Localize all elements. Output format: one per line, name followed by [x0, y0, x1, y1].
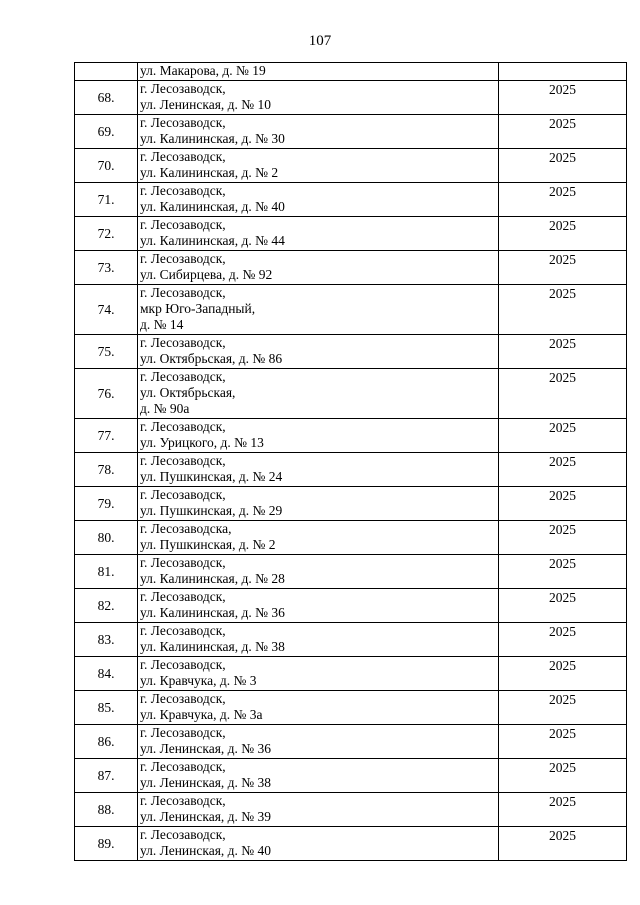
- year-cell: 2025: [499, 759, 627, 793]
- table-row: [75, 725, 627, 759]
- address-line: ул. Ленинская, д. № 10: [140, 97, 272, 112]
- table-row: [75, 251, 627, 285]
- address-line: г. Лесозаводск,: [140, 589, 226, 604]
- address-line: г. Лесозаводск,: [140, 793, 226, 808]
- address-line: г. Лесозаводск,: [140, 81, 226, 96]
- year-cell: 2025: [499, 251, 627, 285]
- year-cell: 2025: [499, 453, 627, 487]
- table-row: [75, 81, 627, 115]
- address-cell: [138, 149, 499, 183]
- address-line: ул. Пушкинская, д. № 29: [140, 503, 283, 518]
- address-cell: [138, 827, 499, 861]
- year-cell: 2025: [499, 793, 627, 827]
- address-line: г. Лесозаводск,: [140, 419, 226, 434]
- table-row: [75, 623, 627, 657]
- row-number-cell: 79.: [75, 487, 138, 521]
- table-row: [75, 369, 627, 419]
- year-cell: 2025: [499, 81, 627, 115]
- address-line: ул. Кравчука, д. № 3: [140, 673, 257, 688]
- row-number-cell: 68.: [75, 81, 138, 115]
- row-number-cell: 84.: [75, 657, 138, 691]
- address-line: г. Лесозаводск,: [140, 217, 226, 232]
- address-cell: [138, 555, 499, 589]
- table-row: [75, 555, 627, 589]
- row-number-cell: 87.: [75, 759, 138, 793]
- table-row: [75, 419, 627, 453]
- address-cell: [138, 521, 499, 555]
- table-row: [75, 691, 627, 725]
- address-cell: [138, 335, 499, 369]
- address-line: г. Лесозаводск,: [140, 183, 226, 198]
- address-line: г. Лесозаводска,: [140, 521, 232, 536]
- address-cell: [138, 115, 499, 149]
- row-number-cell: 74.: [75, 285, 138, 335]
- address-line: д. № 90а: [140, 401, 190, 416]
- address-line: ул. Пушкинская, д. № 24: [140, 469, 283, 484]
- table-row: [75, 149, 627, 183]
- address-cell: [138, 487, 499, 521]
- address-line: г. Лесозаводск,: [140, 369, 226, 384]
- address-cell: [138, 793, 499, 827]
- row-number-cell: 71.: [75, 183, 138, 217]
- address-cell: [138, 453, 499, 487]
- address-line: г. Лесозаводск,: [140, 827, 226, 842]
- address-line: г. Лесозаводск,: [140, 691, 226, 706]
- row-number-cell: 73.: [75, 251, 138, 285]
- row-number-cell: 78.: [75, 453, 138, 487]
- row-number-cell: 69.: [75, 115, 138, 149]
- row-number-cell: 83.: [75, 623, 138, 657]
- table-row: [75, 217, 627, 251]
- address-line: ул. Кравчука, д. № 3а: [140, 707, 263, 722]
- row-number-cell: 89.: [75, 827, 138, 861]
- year-cell: [499, 63, 627, 81]
- address-line: ул. Ленинская, д. № 38: [140, 775, 272, 790]
- address-line: г. Лесозаводск,: [140, 759, 226, 774]
- year-cell: 2025: [499, 335, 627, 369]
- year-cell: 2025: [499, 827, 627, 861]
- year-cell: 2025: [499, 487, 627, 521]
- address-line: ул. Октябрьская,: [140, 385, 236, 400]
- year-cell: 2025: [499, 521, 627, 555]
- year-cell: 2025: [499, 149, 627, 183]
- year-cell: 2025: [499, 623, 627, 657]
- address-line: г. Лесозаводск,: [140, 251, 226, 266]
- address-cell: [138, 691, 499, 725]
- table-row: [75, 657, 627, 691]
- table-row: [75, 589, 627, 623]
- address-cell: [138, 725, 499, 759]
- year-cell: 2025: [499, 369, 627, 419]
- address-line: г. Лесозаводск,: [140, 453, 226, 468]
- address-line: ул. Ленинская, д. № 36: [140, 741, 272, 756]
- address-cell: [138, 369, 499, 419]
- year-cell: 2025: [499, 183, 627, 217]
- row-number-cell: 82.: [75, 589, 138, 623]
- row-number-cell: 88.: [75, 793, 138, 827]
- address-cell: [138, 63, 499, 81]
- address-line: ул. Калининская, д. № 30: [140, 131, 285, 146]
- address-line: ул. Ленинская, д. № 40: [140, 843, 272, 858]
- address-line: ул. Пушкинская, д. № 2: [140, 537, 276, 552]
- address-cell: [138, 623, 499, 657]
- year-cell: 2025: [499, 725, 627, 759]
- table-body: [75, 63, 627, 861]
- address-line: д. № 14: [140, 317, 184, 332]
- address-line: ул. Калининская, д. № 44: [140, 233, 285, 248]
- year-cell: 2025: [499, 115, 627, 149]
- row-number-cell: 80.: [75, 521, 138, 555]
- address-line: ул. Октябрьская, д. № 86: [140, 351, 283, 366]
- address-line: г. Лесозаводск,: [140, 285, 226, 300]
- address-line: г. Лесозаводск,: [140, 149, 226, 164]
- address-line: г. Лесозаводск,: [140, 487, 226, 502]
- address-line: г. Лесозаводск,: [140, 115, 226, 130]
- table-row: [75, 335, 627, 369]
- address-line: ул. Ленинская, д. № 39: [140, 809, 272, 824]
- address-cell: [138, 217, 499, 251]
- year-cell: 2025: [499, 589, 627, 623]
- address-cell: [138, 183, 499, 217]
- row-number-cell: 86.: [75, 725, 138, 759]
- address-cell: [138, 285, 499, 335]
- address-line: г. Лесозаводск,: [140, 335, 226, 350]
- address-line: ул. Калининская, д. № 40: [140, 199, 285, 214]
- address-line: ул. Калининская, д. № 38: [140, 639, 285, 654]
- year-cell: 2025: [499, 555, 627, 589]
- table-row: [75, 521, 627, 555]
- year-cell: 2025: [499, 285, 627, 335]
- year-cell: 2025: [499, 217, 627, 251]
- year-cell: 2025: [499, 691, 627, 725]
- table-row: [75, 183, 627, 217]
- address-line: г. Лесозаводск,: [140, 725, 226, 740]
- address-cell: [138, 251, 499, 285]
- table-row: [75, 115, 627, 149]
- page-number: 107: [308, 33, 332, 49]
- address-line: ул. Макарова, д. № 19: [140, 63, 266, 78]
- table-row: [75, 285, 627, 335]
- address-cell: [138, 657, 499, 691]
- address-line: ул. Калининская, д. № 36: [140, 605, 285, 620]
- address-cell: [138, 759, 499, 793]
- row-number-cell: 75.: [75, 335, 138, 369]
- address-line: г. Лесозаводск,: [140, 623, 226, 638]
- table-row: [75, 793, 627, 827]
- row-number-cell: 76.: [75, 369, 138, 419]
- year-cell: 2025: [499, 419, 627, 453]
- address-cell: [138, 419, 499, 453]
- row-number-cell: 81.: [75, 555, 138, 589]
- row-number-cell: 70.: [75, 149, 138, 183]
- housing-registry-table: [74, 62, 627, 861]
- address-line: г. Лесозаводск,: [140, 555, 226, 570]
- address-line: г. Лесозаводск,: [140, 657, 226, 672]
- year-cell: 2025: [499, 657, 627, 691]
- table-row-continuation: [75, 63, 627, 81]
- address-line: ул. Калининская, д. № 2: [140, 165, 279, 180]
- table-row: [75, 453, 627, 487]
- address-line: ул. Сибирцева, д. № 92: [140, 267, 273, 282]
- address-cell: [138, 81, 499, 115]
- row-number-cell: [75, 63, 138, 81]
- row-number-cell: 85.: [75, 691, 138, 725]
- address-line: мкр Юго-Западный,: [140, 301, 256, 316]
- row-number-cell: 72.: [75, 217, 138, 251]
- row-number-cell: 77.: [75, 419, 138, 453]
- address-cell: [138, 589, 499, 623]
- address-line: ул. Калининская, д. № 28: [140, 571, 285, 586]
- table-row: [75, 487, 627, 521]
- table-row: [75, 759, 627, 793]
- table-row: [75, 827, 627, 861]
- address-line: ул. Урицкого, д. № 13: [140, 435, 264, 450]
